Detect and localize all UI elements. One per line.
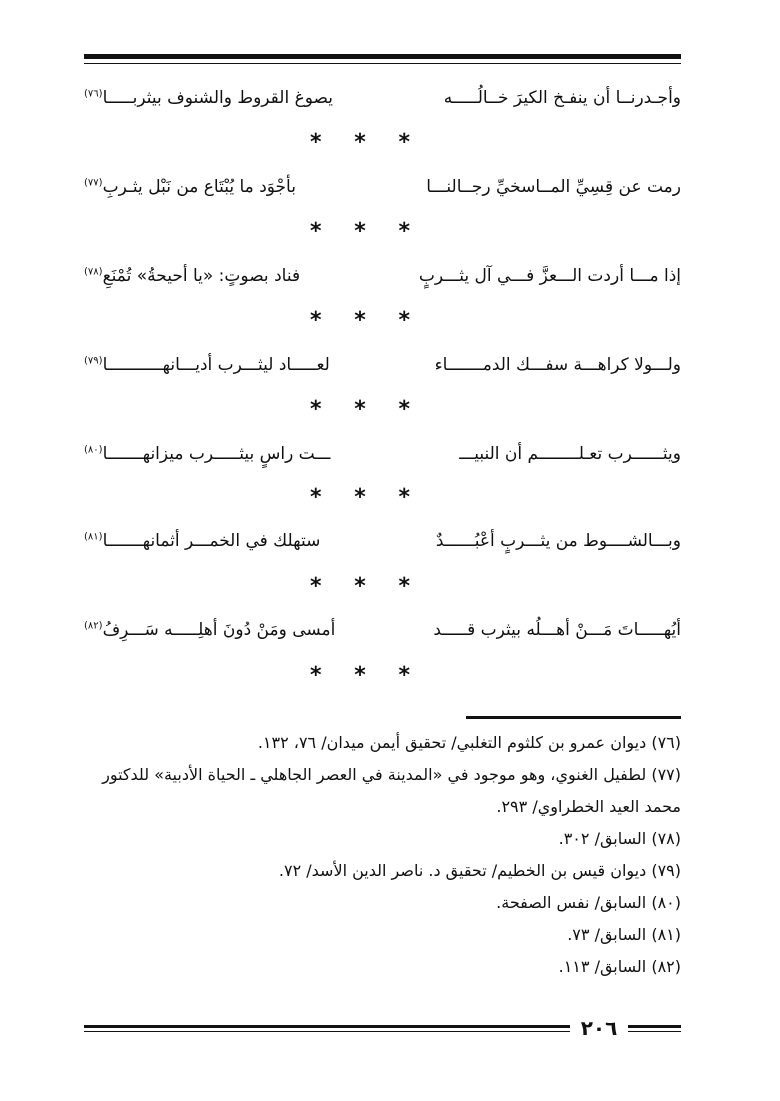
footnote-marker: (٧٧) — [84, 177, 103, 189]
footnote: (٨٠) السابق/ نفس الصفحة. — [496, 893, 681, 912]
footer-rule-left-thin — [84, 1031, 570, 1032]
verse-second-hemistich — [84, 78, 333, 118]
star: * — [354, 219, 366, 244]
verse-second-text: ستهلك في الخمـــر أثمانهـــــــا — [102, 531, 321, 551]
star: * — [398, 574, 410, 599]
star: * — [354, 397, 366, 422]
star: * — [310, 574, 322, 599]
footnote-marker: (٨٠) — [84, 444, 103, 456]
star: * — [398, 397, 410, 422]
verse-first-hemistich: ويثــــــرب تعـلــــــــم أن النبيـــ — [459, 444, 681, 464]
stars-separator — [310, 663, 410, 688]
footnote: (٧٨) السابق/ ٣٠٢. — [558, 829, 681, 848]
verse-first-hemistich: رمت عن قِسِيِّ المــاسخيِّ رجــالنـــا — [426, 177, 681, 197]
verse-second-hemistich — [84, 610, 335, 650]
stars-separator — [310, 397, 410, 422]
verse-second-hemistich — [84, 167, 296, 207]
star: * — [398, 308, 410, 333]
star: * — [310, 308, 322, 333]
verse-second-text: أمسى ومَنْ دُونَ أهلِـــــه سَـــرِفُ — [102, 620, 336, 640]
verse-line — [84, 345, 681, 385]
stars-separator — [310, 574, 410, 599]
footnote-marker: (٨٢) — [84, 620, 103, 632]
verse-line — [84, 256, 681, 296]
verse-first-hemistich: أيُهـــــاتَ مَـــنْ أهـــلُه بيثرب قـــــد — [433, 620, 681, 640]
star: * — [310, 397, 322, 422]
verse-second-hemistich — [84, 521, 320, 561]
verse-line — [84, 78, 681, 118]
verse-first-hemistich: وأجـدرنــا أن ينفـخ الكيرَ خــالُـــــه — [443, 88, 681, 108]
star: * — [310, 130, 322, 155]
verse-second-text: بأجْوَد ما يُبْتَاع من نَبْل يثـربِ — [102, 177, 296, 197]
verse-line — [84, 610, 681, 650]
footnote-separator-rule — [466, 716, 681, 719]
stars-separator — [310, 308, 410, 333]
footnote: (٨٢) السابق/ ١١٣. — [558, 957, 681, 976]
verse-second-text: فناد بصوتٍ: «يا أحيحةُ» تُمْنَعِ — [102, 266, 301, 286]
stars-separator — [310, 130, 410, 155]
star: * — [398, 219, 410, 244]
star: * — [354, 574, 366, 599]
footnote: (٧٧) لطفيل الغنوي، وهو موجود في «المدينة في العصر الجاهلي ـ الحياة الأدبية» للدكتور محمد العيد الخطراوي/ ٢٩٣. — [102, 765, 681, 816]
stars-separator — [310, 485, 410, 510]
star: * — [354, 663, 366, 688]
verse-first-hemistich: وبـــالشــــوط من يثـــربٍ أعْبُــــــدٌ — [435, 531, 681, 551]
footnote-marker: (٧٩) — [84, 355, 103, 367]
star: * — [354, 485, 366, 510]
verse-line — [84, 434, 681, 474]
footer-rule-right-thick — [628, 1025, 681, 1028]
footnote: (٨١) السابق/ ٧٣. — [567, 925, 681, 944]
header-rule-thick — [84, 54, 681, 59]
star: * — [310, 485, 322, 510]
footnote-marker: (٧٨) — [84, 266, 103, 278]
star: * — [354, 308, 366, 333]
footnote: (٧٦) ديوان عمرو بن كلثوم التغلبي/ تحقيق أيمن ميدان/ ٧٦، ١٣٢. — [257, 733, 681, 752]
footnotes — [84, 727, 681, 983]
verse-second-text: ـــت راسٍ بيثـــــرب ميزانهـــــــا — [102, 444, 331, 464]
header-rule-thin — [84, 63, 681, 64]
verse-line — [84, 167, 681, 207]
footer-rule-right-thin — [628, 1031, 681, 1032]
star: * — [398, 663, 410, 688]
star: * — [398, 130, 410, 155]
verse-first-hemistich: ولـــولا كراهـــة سفـــك الدمـــــــاء — [434, 355, 681, 375]
footer-rule-left-thick — [84, 1025, 570, 1028]
verse-second-text: يصوغ القروط والشنوف بيثربـــــا — [102, 88, 333, 108]
verse-line — [84, 521, 681, 561]
star: * — [310, 219, 322, 244]
footnote-marker: (٧٦) — [84, 88, 103, 100]
verse-second-hemistich — [84, 345, 330, 385]
star: * — [354, 130, 366, 155]
verse-second-hemistich — [84, 434, 330, 474]
stars-separator — [310, 219, 410, 244]
verse-first-hemistich: إذا مـــا أردت الـــعزَّ فـــي آل يثـــربٍ — [418, 266, 681, 286]
star: * — [398, 485, 410, 510]
page-number: ٢٠٦ — [580, 1016, 618, 1040]
star: * — [310, 663, 322, 688]
footnote: (٧٩) ديوان قيس بن الخطيم/ تحقيق د. ناصر الدين الأسد/ ٧٢. — [278, 861, 681, 880]
verse-second-text: لعـــــاد ليثـــرب أديـــانهـــــــــــا — [102, 355, 330, 375]
footnote-marker: (٨١) — [84, 531, 103, 543]
verse-second-hemistich — [84, 256, 300, 296]
